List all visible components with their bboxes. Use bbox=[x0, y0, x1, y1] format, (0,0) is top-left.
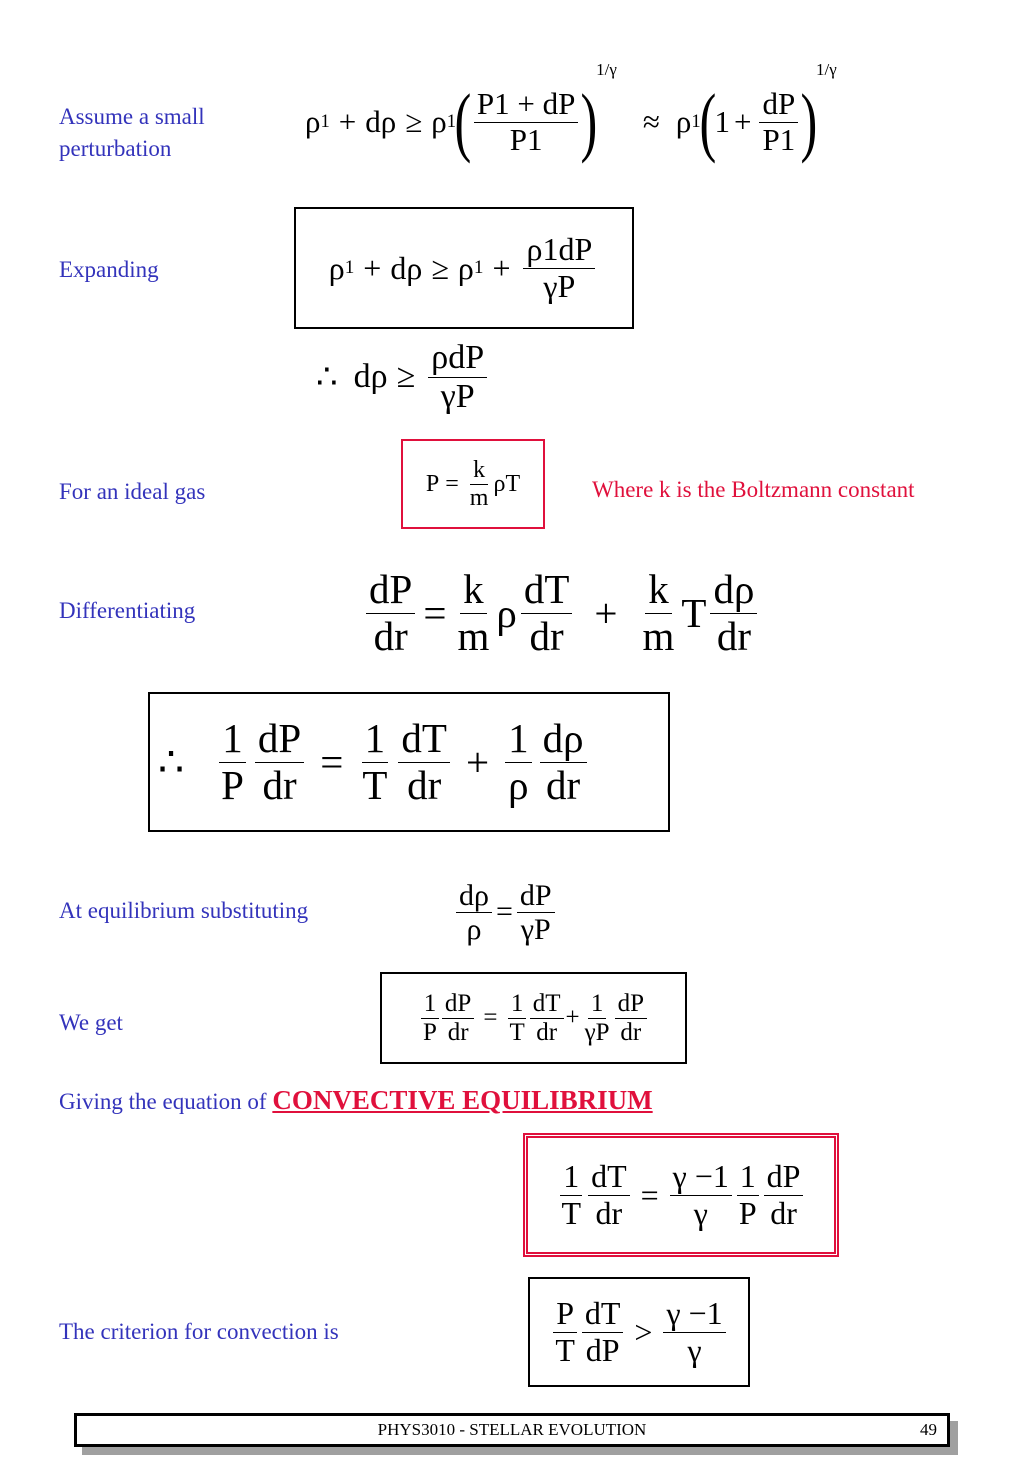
rho-symbol: ρ bbox=[457, 249, 474, 286]
numerator: dT bbox=[521, 567, 573, 613]
fraction bbox=[454, 567, 492, 658]
numerator: 1 bbox=[362, 716, 389, 762]
numerator: dP bbox=[442, 990, 474, 1019]
footer-course-title: PHYS3010 - STELLAR EVOLUTION bbox=[377, 1420, 647, 1439]
fraction bbox=[759, 87, 798, 156]
perturbation-equation bbox=[305, 62, 837, 182]
boltzmann-note: Where k is the Boltzmann constant bbox=[592, 477, 915, 502]
subscript-1: 1 bbox=[344, 257, 355, 278]
numerator: dP bbox=[615, 990, 647, 1019]
footer-bar bbox=[74, 1413, 950, 1447]
equals-op: = bbox=[483, 1004, 498, 1031]
denominator: dr bbox=[407, 761, 442, 808]
rho-symbol: ρ bbox=[305, 104, 321, 139]
numerator: 1 bbox=[560, 1159, 582, 1195]
denominator: T bbox=[362, 761, 388, 808]
fraction bbox=[582, 1296, 624, 1367]
subscript-1: 1 bbox=[691, 111, 701, 132]
fraction bbox=[474, 87, 578, 156]
fraction bbox=[764, 1159, 804, 1230]
expanding-equation bbox=[294, 207, 634, 329]
fraction bbox=[710, 567, 757, 658]
equilibrium-substitution bbox=[452, 862, 559, 962]
assume-label-line2: perturbation bbox=[59, 136, 172, 161]
denominator: dr bbox=[262, 761, 297, 808]
denominator: ρ bbox=[508, 761, 529, 808]
fraction bbox=[428, 339, 487, 415]
denominator: P bbox=[738, 1194, 757, 1231]
assume-label-line1: Assume a small bbox=[59, 104, 205, 129]
rhoT-symbol: ρT bbox=[493, 470, 521, 497]
equals-op: = bbox=[445, 470, 459, 497]
numerator: dP bbox=[366, 567, 415, 613]
fraction bbox=[420, 990, 440, 1046]
geq-op: ≥ bbox=[431, 249, 449, 286]
numerator: 1 bbox=[421, 990, 440, 1019]
fraction bbox=[366, 567, 415, 658]
numerator: dT bbox=[588, 1159, 630, 1195]
fraction bbox=[663, 1296, 725, 1367]
approx-op: ≈ bbox=[642, 104, 660, 139]
denominator: P1 bbox=[762, 121, 796, 157]
denominator: dr bbox=[529, 612, 564, 659]
convective-equilibrium-equation bbox=[523, 1133, 839, 1257]
right-paren: ) bbox=[800, 78, 818, 165]
giving-label bbox=[59, 1084, 653, 1118]
log-derivative-equation bbox=[148, 692, 670, 832]
fraction bbox=[559, 1159, 585, 1230]
one-symbol: 1 bbox=[714, 104, 730, 139]
subscript-1: 1 bbox=[446, 111, 457, 132]
plus-op: + bbox=[465, 739, 490, 785]
P-symbol: P bbox=[425, 470, 440, 497]
subscript-1: 1 bbox=[320, 111, 330, 132]
fraction bbox=[588, 1159, 630, 1230]
denominator: dr bbox=[770, 1194, 797, 1231]
numerator: k bbox=[470, 457, 488, 484]
numerator: P bbox=[553, 1296, 577, 1332]
denominator: m bbox=[469, 484, 489, 511]
denominator: γP bbox=[543, 267, 576, 304]
fraction bbox=[540, 716, 587, 807]
denominator: γP bbox=[440, 377, 475, 415]
plus-op: + bbox=[492, 249, 511, 286]
fraction bbox=[505, 716, 532, 807]
equilibrium-label: At equilibrium substituting bbox=[59, 898, 309, 923]
fraction bbox=[521, 567, 573, 658]
fraction bbox=[506, 990, 527, 1046]
left-paren: ( bbox=[454, 78, 472, 165]
drho-symbol: dρ bbox=[390, 249, 423, 286]
denominator: dr bbox=[620, 1018, 642, 1046]
giving-text: Giving the equation of bbox=[59, 1089, 267, 1114]
numerator: dP bbox=[759, 87, 798, 122]
denominator: dP bbox=[585, 1331, 620, 1368]
numerator: 1 bbox=[505, 716, 532, 762]
rho-symbol: ρ bbox=[328, 249, 345, 286]
numerator: 1 bbox=[219, 716, 246, 762]
denominator: dr bbox=[447, 1018, 469, 1046]
page-number: 49 bbox=[920, 1420, 937, 1439]
numerator: dρ bbox=[540, 716, 587, 762]
greater-than-op: > bbox=[634, 1313, 653, 1350]
numerator: P1 + dP bbox=[474, 87, 578, 122]
numerator: dP bbox=[255, 716, 304, 762]
numerator: dP bbox=[517, 879, 555, 913]
therefore-symbol: ∴ bbox=[316, 359, 338, 396]
fraction bbox=[639, 567, 677, 658]
exponent: 1/γ bbox=[596, 60, 617, 79]
subscript-1: 1 bbox=[473, 257, 484, 278]
numerator: dT bbox=[530, 990, 564, 1019]
denominator: dr bbox=[716, 612, 751, 659]
denominator: dr bbox=[373, 612, 408, 659]
differentiating-label: Differentiating bbox=[59, 598, 196, 623]
plus-op: + bbox=[338, 104, 357, 139]
denominator: ρ bbox=[466, 912, 482, 946]
right-paren: ) bbox=[580, 78, 598, 165]
geq-op: ≥ bbox=[396, 358, 416, 395]
convection-criterion-equation bbox=[528, 1277, 750, 1387]
fraction bbox=[218, 716, 247, 807]
denominator: P bbox=[221, 761, 244, 808]
fraction bbox=[523, 232, 595, 303]
numerator: dT bbox=[398, 716, 450, 762]
rho-symbol: ρ bbox=[675, 104, 692, 139]
numerator: k bbox=[460, 567, 487, 613]
fraction bbox=[530, 990, 564, 1046]
fraction bbox=[670, 1159, 732, 1230]
differentiated-equation bbox=[362, 553, 761, 673]
rho-symbol: ρ bbox=[496, 590, 517, 636]
fraction bbox=[517, 879, 555, 946]
plus-op: + bbox=[594, 590, 618, 636]
fraction bbox=[467, 457, 492, 511]
fraction bbox=[359, 716, 390, 807]
numerator: ρdP bbox=[428, 339, 487, 377]
exponent: 1/γ bbox=[816, 60, 837, 79]
equals-op: = bbox=[423, 590, 447, 636]
fraction bbox=[736, 1159, 760, 1230]
fraction bbox=[615, 990, 647, 1046]
numerator: dρ bbox=[710, 567, 757, 613]
fraction bbox=[442, 990, 474, 1046]
denominator: dr bbox=[595, 1194, 623, 1231]
T-symbol: T bbox=[681, 590, 707, 636]
equals-op: = bbox=[320, 739, 344, 785]
numerator: 1 bbox=[737, 1159, 759, 1195]
plus-op: + bbox=[565, 1004, 580, 1031]
denominator: dr bbox=[536, 1018, 558, 1046]
denominator: γP bbox=[520, 912, 551, 946]
denominator: P1 bbox=[509, 121, 543, 157]
fraction bbox=[456, 879, 492, 946]
numerator: γ −1 bbox=[663, 1296, 725, 1332]
numerator: ρ1dP bbox=[523, 232, 595, 268]
plus-op: + bbox=[734, 104, 752, 139]
criterion-label: The criterion for convection is bbox=[59, 1319, 339, 1344]
denominator: γP bbox=[584, 1018, 610, 1046]
equals-op: = bbox=[640, 1176, 659, 1213]
denominator: γ bbox=[687, 1331, 702, 1368]
expanding-label: Expanding bbox=[59, 257, 159, 282]
denominator: m bbox=[457, 612, 490, 659]
fraction bbox=[552, 1296, 578, 1367]
denominator: dr bbox=[545, 761, 581, 808]
fraction bbox=[255, 716, 304, 807]
fraction bbox=[398, 716, 450, 807]
denominator: T bbox=[555, 1331, 575, 1368]
denominator: T bbox=[561, 1194, 582, 1231]
convective-equilibrium-heading: CONVECTIVE EQUILIBRIUM bbox=[272, 1085, 653, 1115]
numerator: γ −1 bbox=[670, 1159, 732, 1195]
geq-op: ≥ bbox=[405, 104, 423, 139]
numerator: 1 bbox=[508, 990, 527, 1019]
drho-symbol: dρ bbox=[365, 104, 397, 139]
drho-inequality bbox=[316, 327, 491, 427]
therefore-symbol: ∴ bbox=[158, 739, 185, 785]
left-paren: ( bbox=[699, 78, 716, 165]
we-get-label: We get bbox=[59, 1010, 123, 1035]
denominator: T bbox=[509, 1018, 525, 1046]
ideal-gas-label: For an ideal gas bbox=[59, 479, 206, 504]
ideal-gas-equation bbox=[401, 439, 545, 529]
numerator: k bbox=[645, 567, 672, 613]
numerator: 1 bbox=[588, 990, 607, 1019]
numerator: dP bbox=[764, 1159, 804, 1195]
result-equation bbox=[380, 972, 687, 1064]
rho-symbol: ρ bbox=[431, 104, 447, 139]
denominator: P bbox=[423, 1018, 437, 1046]
denominator: γ bbox=[693, 1194, 708, 1231]
denominator: m bbox=[642, 612, 675, 659]
numerator: dT bbox=[582, 1296, 624, 1332]
numerator: dρ bbox=[456, 879, 492, 913]
plus-op: + bbox=[363, 249, 382, 286]
fraction bbox=[582, 990, 613, 1046]
equals-op: = bbox=[495, 895, 513, 928]
drho-symbol: dρ bbox=[353, 358, 388, 395]
